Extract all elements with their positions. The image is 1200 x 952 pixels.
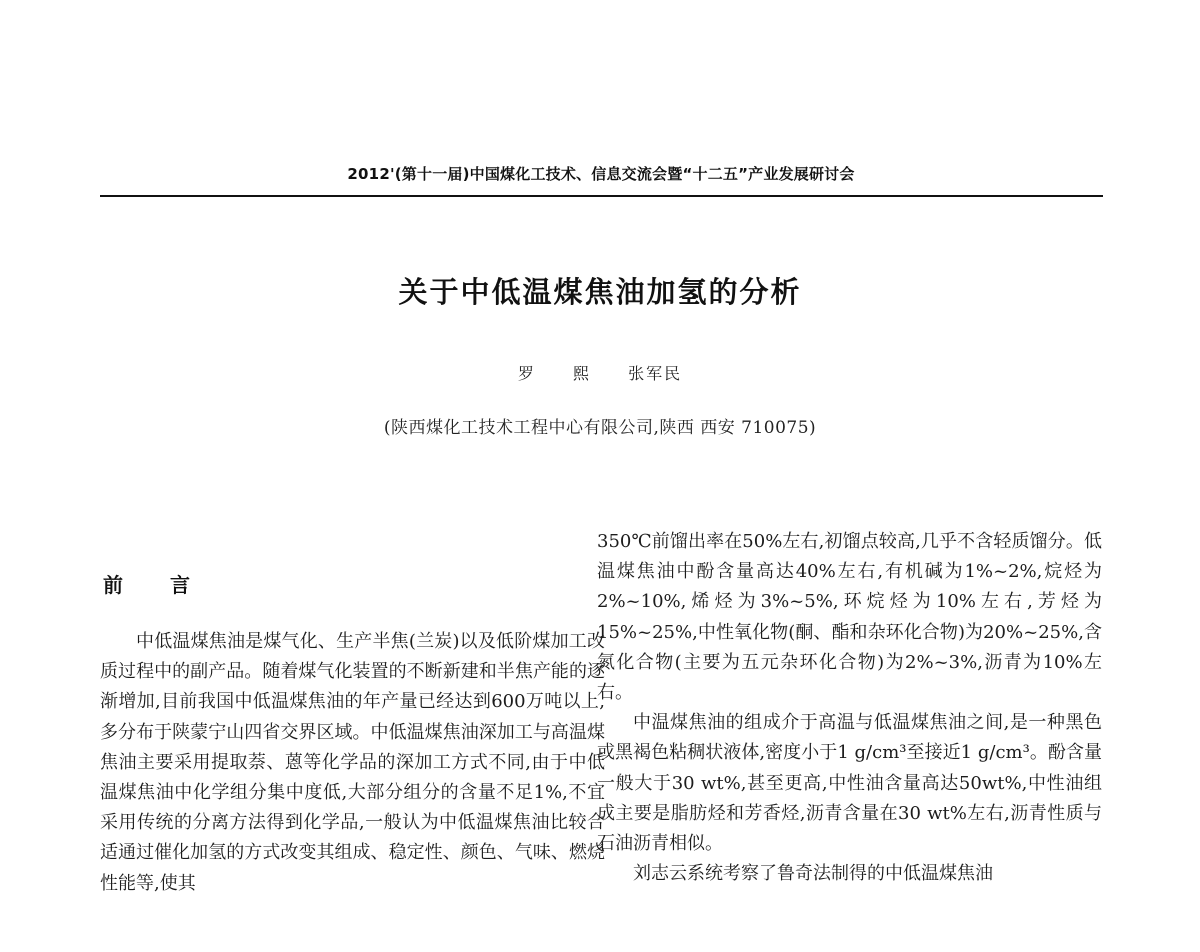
running-header: 2012'(第十一届)中国煤化工技术、信息交流会暨“十二五”产业发展研讨会	[347, 165, 855, 183]
left-column	[100, 627, 605, 899]
right-paragraph-3: 刘志云系统考察了鲁奇法制得的中低温煤焦油	[633, 863, 993, 885]
section-heading-preface: 前 言	[103, 573, 190, 597]
header-rule	[100, 195, 1103, 197]
authors: 罗 熙 张军民	[517, 364, 683, 383]
paper-title: 关于中低温煤焦油加氢的分析	[398, 275, 802, 309]
right-paragraph-2: 中温煤焦油的组成介于高温与低温煤焦油之间,是一种黑色或黑褐色粘稠状液体,密度小于1 g/cm³至接近1 g/cm³。酚含量一般大于30 wt%,甚至更高,中性油含量高达50wt%,中性油组成主要是脂肪烃和芳香烃,沥青含量在30 wt%左右,沥青性质与石油沥青相似。	[597, 712, 1102, 855]
left-paragraph-1: 中低温煤焦油是煤气化、生产半焦(兰炭)以及低阶煤加工改质过程中的副产品。随着煤气化装置的不断新建和半焦产能的逐渐增加,目前我国中低温煤焦油的年产量已经达到600万吨以上,多分布于陕蒙宁山四省交界区域。中低温煤焦油深加工与高温煤焦油主要采用提取萘、蒽等化学品的深加工方式不同,由于中低温煤焦油中化学组分集中度低,大部分组分的含量不足1%,不宜采用传统的分离方法得到化学品,一般认为中低温煤焦油比较合适通过催化加氢的方式改变其组成、稳定性、颜色、气味、燃烧性能等,使其	[100, 631, 605, 894]
affiliation: (陕西煤化工技术工程中心有限公司,陕西 西安 710075)	[383, 418, 817, 438]
right-paragraph-1: 350℃前馏出率在50%左右,初馏点较高,几乎不含轻质馏分。低温煤焦油中酚含量高达40%左右,有机碱为1%~2%,烷烃为2%~10%,烯烃为3%~5%,环烷烃为10%左右,芳烃为15%~25%,中性氧化物(酮、酯和杂环化合物)为20%~25%,含氮化合物(主要为五元杂环化合物)为2%~3%,沥青为10%左右。	[597, 531, 1102, 704]
right-column	[597, 527, 1102, 889]
